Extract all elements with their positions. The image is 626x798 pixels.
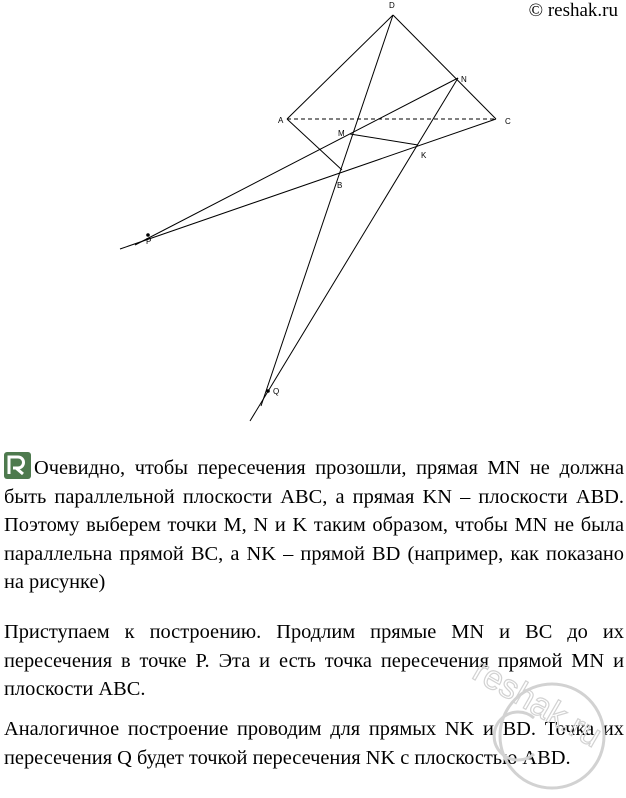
label-K: K [421,151,427,160]
label-N: N [461,75,467,84]
label-B: B [337,181,343,190]
paragraph-2-text: Приступаем к построению. Продлим прямые MN и BC до их пересечения в точке P. Эта и есть точка пересечения прямой MN и плоскости ABC. [4,621,624,700]
solution-paragraph-3 [4,715,624,772]
solution-paragraph-2 [4,618,624,704]
edge-DA [287,15,393,119]
line-BDQ [261,15,393,406]
label-Q: Q [273,387,280,396]
point-Q [266,389,270,393]
label-A: A [278,116,284,125]
copyright-text: © reshak.ru [528,0,618,21]
label-P: P [146,237,152,246]
label-D: D [389,1,395,10]
solution-paragraph-1 [4,452,624,597]
line-NMP [135,78,458,245]
watermark-text: reshak.ru [466,651,609,756]
paragraph-1-text: Очевидно, чтобы пересечения прозошли, прямая MN не должна быть параллельной плоскости ABC, а прямая KN – плоскости ABD. Поэтому выберем точки M, N и K таким образом, чтобы MN не была параллельна прямой BC, а NK – прямой BD (например, как показано на рисунке) [4,457,624,593]
label-C: C [505,117,511,126]
segment-MK [350,134,418,145]
reshak-logo-icon [4,452,31,479]
label-M: M [338,129,345,138]
paragraph-3-text: Аналогичное построение проводим для прямых NK и BD. Точка их пересечения Q будет точкой пересечения NK с плоскостью ABD. [4,718,624,769]
